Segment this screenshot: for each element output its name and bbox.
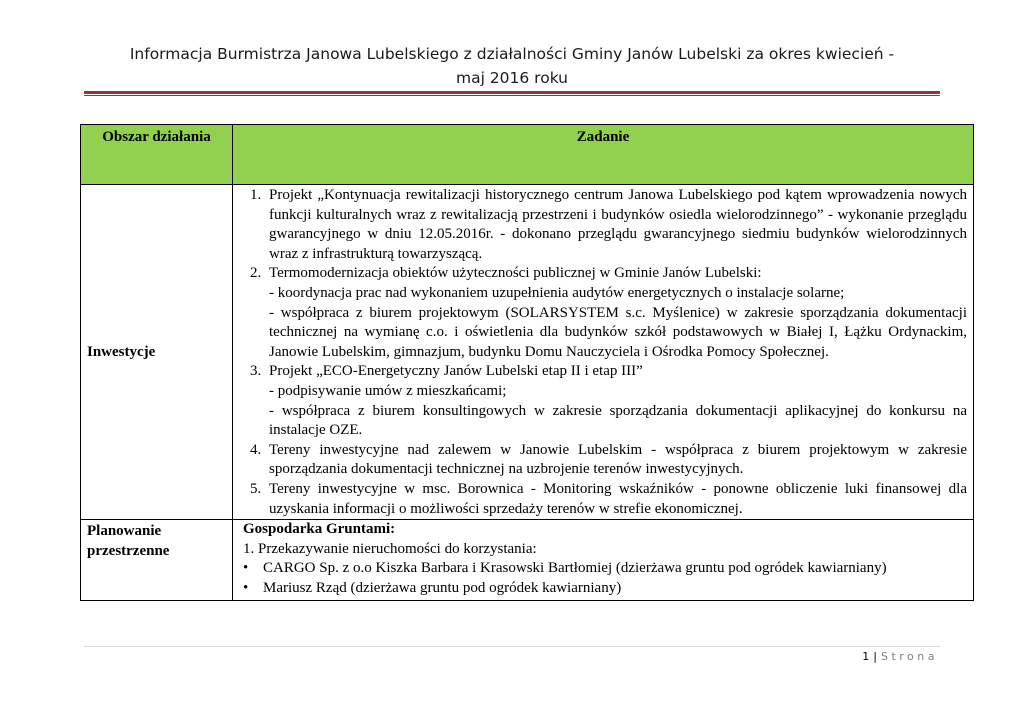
page-footer: [862, 650, 938, 663]
sub-item: - współpraca z biurem konsultingowych w zakresie sporządzania dokumentacji aplikacyjnej do konkursu na instalacje OZE.: [269, 402, 967, 439]
task-cell: [233, 520, 974, 601]
list-item: 1. Projekt „Kontynuacja rewitalizacji historycznego centrum Janowa Lubelskiego pod kątem wprowadzenia nowych funkcji kulturalnych wraz z rewitalizacją przestrzeni i budynków osiedla wielorodzinnego” - wykonanie przeglądu gwarancyjnego w dniu 12.05.2016r. - dokonano przeglądu gwarancyjnego siedmiu budynków wielorodzinnych wraz z infrastrukturą towarzyszącą.: [265, 186, 967, 264]
list-item: 5. Tereny inwestycyjne w msc. Borownica - Monitoring wskaźników - ponowne obliczenie luki finansowej dla uzyskania informacji o możliwości sprzedaży terenów w strefie ekonomicznej.: [265, 480, 967, 519]
list-item: • Mariusz Rząd (dzierżawa gruntu pod ogródek kawiarniany): [263, 579, 967, 599]
header-title-line1: Informacja Burmistrza Janowa Lubelskiego z działalności Gminy Janów Lubelski za okres kwiecień -: [129, 45, 895, 63]
page-number: 1: [862, 650, 870, 663]
table-header-row: [81, 125, 974, 185]
list-item: 2. Termomodernizacja obiektów użyteczności publicznej w Gminie Janów Lubelski: - koordynacja prac nad wykonaniem uzupełnienia audytów energetycznych o instalacje solarne; - współpraca z biurem projektowym (SOLARSYSTEM s.c. Myślenice) w zakresie sporządzania dokumentacji technicznej na wymianę c.o. i oświetlenia dla budynków szkół podstawowych w Białej I, Łążku Ordynackim, Janowie Lubelskim, gimnazjum, budynku Domu Nauczyciela i Ośrodka Pomocy Społecznej.: [265, 264, 967, 362]
list-item: • CARGO Sp. z o.o Kiszka Barbara i Krasowski Bartłomiej (dzierżawa gruntu pod ogródek kawiarniany): [263, 559, 967, 579]
numbered-item: 1. Przekazywanie nieruchomości do korzystania:: [243, 540, 537, 557]
section-heading: Gospodarka Gruntami:: [243, 521, 396, 538]
header-cell-task: Zadanie: [233, 125, 974, 185]
table-row: [81, 185, 974, 520]
header-cell-area: Obszar działania: [81, 125, 233, 185]
bullet-icon: •: [243, 560, 249, 577]
bullet-icon: •: [243, 579, 249, 596]
sub-item: - współpraca z biurem projektowym (SOLARSYSTEM s.c. Myślenice) w zakresie sporządzania dokumentacji technicznej na wymianę c.o. i oświetlenia dla budynków szkół podstawowych w Białej I, Łążku Ordynackim, Janowie Lubelskim, gimnazjum, budynku Domu Nauczyciela i Ośrodka Pomocy Społecznej.: [269, 304, 967, 360]
footer-rule: [84, 646, 940, 647]
footer-separator: |: [873, 650, 877, 663]
table-row: [81, 520, 974, 601]
area-cell: Inwestycje: [81, 185, 233, 520]
page-header: [84, 42, 940, 90]
task-list: [245, 186, 967, 519]
header-title-line2: maj 2016 roku: [455, 69, 569, 87]
header-rule-thick: [84, 91, 940, 94]
sub-item: - koordynacja prac nad wykonaniem uzupełnienia audytów energetycznych o instalacje solarne;: [269, 284, 845, 301]
list-item: 3. Projekt „ECO-Energetyczny Janów Lubelski etap II i etap III” - podpisywanie umów z mieszkańcami; - współpraca z biurem konsultingowych w zakresie sporządzania dokumentacji aplikacyjnej do konkursu na instalacje OZE.: [265, 362, 967, 440]
sub-item: - podpisywanie umów z mieszkańcami;: [269, 382, 507, 399]
task-cell: [233, 185, 974, 520]
bullet-list: [243, 559, 967, 598]
footer-word: Strona: [880, 650, 938, 663]
header-rule-thin: [84, 95, 940, 96]
tasks-table: [80, 124, 974, 601]
area-cell: Planowanie przestrzenne: [81, 520, 233, 601]
list-item: 4. Tereny inwestycyjne nad zalewem w Janowie Lubelskim - współpraca z biurem projektowym w zakresie sporządzania dokumentacji technicznej na uzbrojenie terenów inwestycyjnych.: [265, 441, 967, 480]
